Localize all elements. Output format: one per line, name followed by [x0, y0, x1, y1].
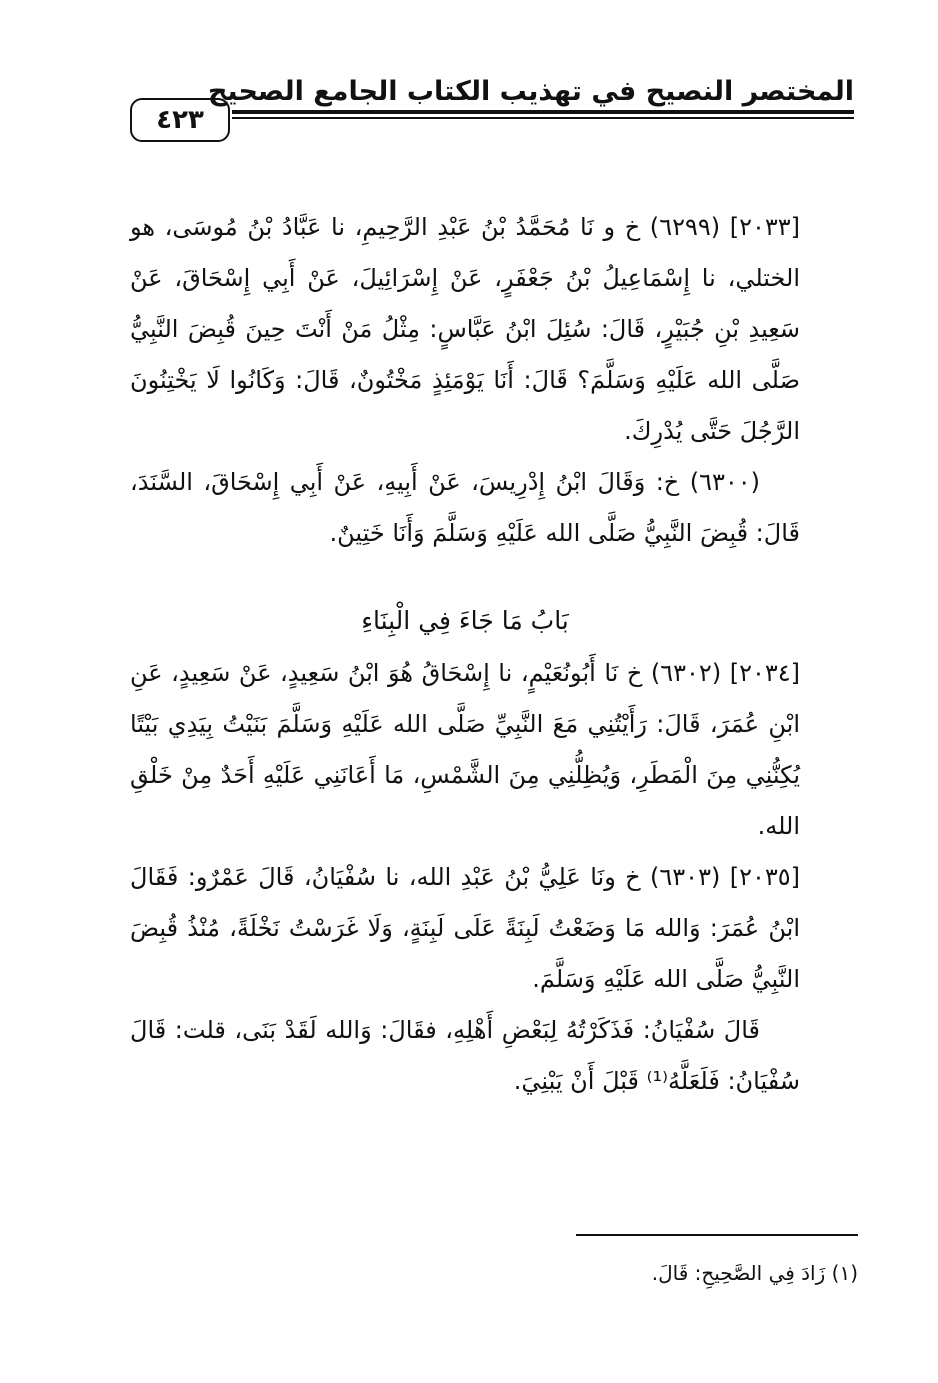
- hadith-2035: [٢٠٣٥] (٦٣٠٣) خ ونَا عَلِيُّ بْنُ عَبْدِ الله، نا سُفْيَانُ، قَالَ عَمْرٌو: فَقَالَ ابْنُ عُمَرَ: وَالله مَا وَضَعْتُ لَبِنَةً عَلَى لَبِنَةٍ، وَلَا غَرَسْتُ نَخْلَةً، مُنْذُ قُبِضَ النَّبِيُّ صَلَّى الله عَلَيْهِ وَسَلَّمَ.: [130, 863, 800, 993]
- running-header-title: المختصر النصيح في تهذيب الكتاب الجامع الصحيح: [207, 76, 854, 107]
- sufyan-comment: قَالَ سُفْيَانُ: فَذَكَرْتُهُ لِبَعْضِ أَهْلِهِ، فقَالَ: وَالله لَقَدْ بَنَى، قلت: قَالَ سُفْيَانُ: فَلَعَلَّهُ⁽¹⁾ قَبْلَ أَنْ يَبْنِيَ.: [130, 1016, 800, 1095]
- hadith-2033: [٢٠٣٣] (٦٢٩٩) خ و نَا مُحَمَّدُ بْنُ عَبْدِ الرَّحِيمِ، نا عَبَّادُ بْنُ مُوسَى، هو الختلي، نا إِسْمَاعِيلُ بْنُ جَعْفَرٍ، عَنْ إِسْرَائِيلَ، عَنْ أَبِي إِسْحَاقَ، عَنْ سَعِيدِ بْنِ جُبَيْرٍ، قَالَ: سُئِلَ ابْنُ عَبَّاسٍ: مِثْلُ مَنْ أَنْتَ حِينَ قُبِضَ النَّبِيُّ صَلَّى الله عَلَيْهِ وَسَلَّمَ؟ قَالَ: أَنَا يَوْمَئِذٍ مَخْتُونٌ، قَالَ: وَكَانُوا لَا يَخْتِنُونَ الرَّجُلَ حَتَّى يُدْرِكَ.: [130, 213, 801, 445]
- chapter-heading: بَابُ مَا جَاءَ فِي الْبِنَاءِ: [361, 606, 569, 635]
- hadith-6300: (٦٣٠٠) خ: وَقَالَ ابْنُ إِدْرِيسَ، عَنْ أَبِيهِ، عَنْ أَبِي إِسْحَاقَ، السَّنَدَ، قَالَ: قُبِضَ النَّبِيُّ صَلَّى الله عَلَيْهِ وَسَلَّمَ وَأَنَا خَتِينٌ.: [130, 468, 800, 547]
- header-rule: [232, 110, 854, 114]
- footnote-rule: [576, 1234, 858, 1236]
- header-rule-thin: [232, 117, 854, 119]
- main-text: [130, 202, 800, 1107]
- footnote-1: (١) زَادَ فِي الصَّحِيحِ: قَالَ.: [651, 1261, 858, 1285]
- hadith-2034: [٢٠٣٤] (٦٣٠٢) خ نَا أَبُونُعَيْمٍ، نا إِسْحَاقُ هُوَ ابْنُ سَعِيدٍ، عَنْ سَعِيدٍ، عَنِ ابْنِ عُمَرَ، قَالَ: رَأَيْتُنِي مَعَ النَّبِيِّ صَلَّى الله عَلَيْهِ وَسَلَّمَ بَنَيْتُ بِيَدِي بَيْتًا يُكِنُّنِي مِنَ الْمَطَرِ، وَيُظِلُّنِي مِنَ الشَّمْسِ، مَا أَعَانَنِي عَلَيْهِ أَحَدٌ مِنْ خَلْقِ الله.: [130, 659, 801, 840]
- page-number: ٤٢٣: [130, 98, 230, 142]
